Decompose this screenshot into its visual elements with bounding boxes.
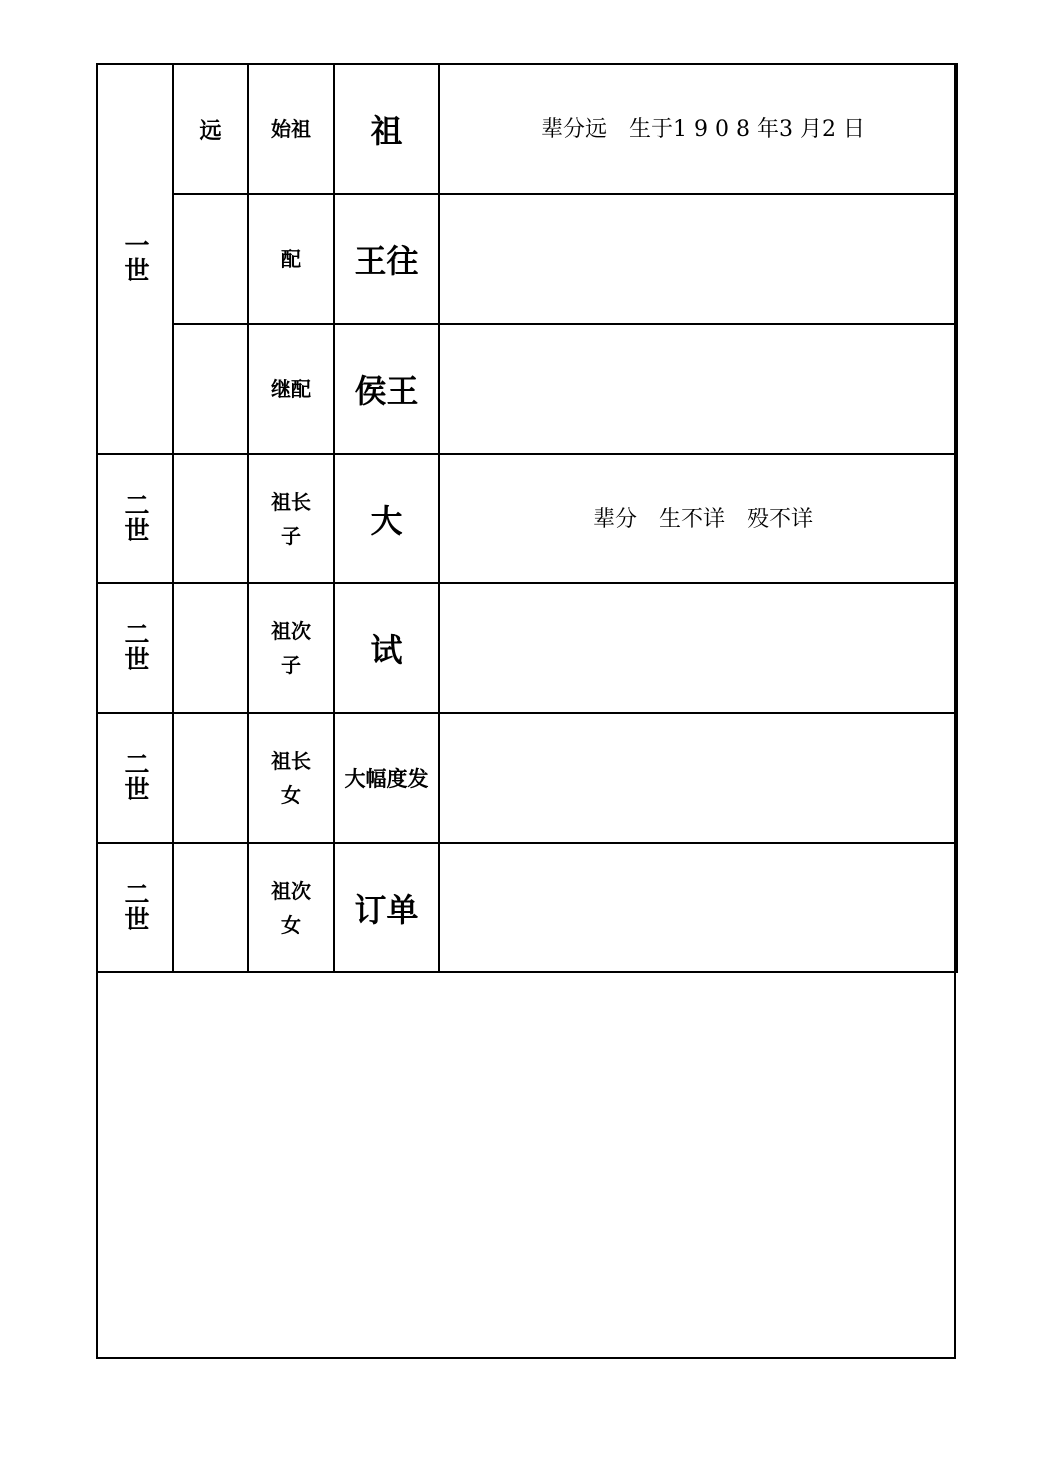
name-cell — [334, 454, 439, 583]
generation-label: 二世 — [121, 621, 150, 671]
relation-cell — [248, 194, 334, 324]
table-row — [97, 64, 957, 194]
relation-label: 祖次子 — [271, 619, 311, 677]
relation-label: 始祖 — [271, 117, 311, 141]
relation-cell — [248, 583, 334, 713]
table-row — [97, 194, 957, 324]
note-cell — [439, 843, 957, 972]
person-name: 订单 — [354, 890, 419, 929]
person-name: 王往 — [354, 242, 419, 280]
note-cell — [439, 713, 957, 843]
name-cell — [334, 583, 439, 713]
table-row — [97, 843, 957, 972]
name-cell — [334, 324, 439, 454]
relation-cell — [248, 454, 334, 583]
name-cell — [334, 713, 439, 843]
note-text: 辈分 生不详 殁不详 — [592, 506, 813, 532]
beifen-cell — [173, 324, 248, 454]
relation-label: 配 — [281, 247, 301, 271]
relation-cell — [248, 64, 334, 194]
name-cell — [334, 194, 439, 324]
beifen-label: 远 — [199, 117, 222, 144]
generation-label: 一世 — [121, 232, 150, 282]
name-cell — [334, 843, 439, 972]
relation-label: 继配 — [271, 377, 311, 401]
note-cell — [439, 454, 957, 583]
note-text — [440, 777, 956, 779]
note-cell — [439, 324, 957, 454]
beifen-cell — [173, 64, 248, 194]
note-text: 辈分远 生于1 9 0 8 年3 月2 日 — [541, 117, 865, 142]
relation-cell — [248, 324, 334, 454]
beifen-cell — [173, 583, 248, 713]
beifen-cell — [173, 713, 248, 843]
table-row — [97, 713, 957, 843]
generation-label: 二世 — [121, 751, 150, 801]
note-text — [440, 258, 956, 260]
relation-label: 祖长子 — [271, 489, 311, 548]
relation-label: 祖长女 — [271, 749, 311, 807]
table-row — [97, 583, 957, 713]
note-cell — [439, 583, 957, 713]
beifen-cell — [173, 194, 248, 324]
relation-cell — [248, 713, 334, 843]
person-name: 侯王 — [354, 372, 419, 410]
note-text — [440, 907, 956, 909]
generation-label: 二世 — [121, 880, 150, 931]
table-row — [97, 324, 957, 454]
relation-cell — [248, 843, 334, 972]
beifen-cell — [173, 454, 248, 583]
note-cell — [439, 64, 957, 194]
beifen-cell — [173, 843, 248, 972]
genealogy-table — [96, 63, 958, 973]
person-name: 大 — [370, 501, 403, 540]
note-text — [440, 647, 956, 649]
note-text — [440, 388, 956, 390]
note-cell — [439, 194, 957, 324]
person-name: 祖 — [370, 112, 403, 150]
generation-label: 二世 — [121, 491, 150, 542]
generation-cell — [97, 583, 173, 713]
generation-cell — [97, 843, 173, 972]
generation-cell — [97, 454, 173, 583]
generation-cell — [97, 64, 173, 454]
name-cell — [334, 64, 439, 194]
person-name: 大幅度发 — [344, 766, 429, 791]
generation-cell — [97, 713, 173, 843]
table-row — [97, 454, 957, 583]
person-name: 试 — [370, 631, 403, 669]
relation-label: 祖次女 — [271, 878, 311, 937]
